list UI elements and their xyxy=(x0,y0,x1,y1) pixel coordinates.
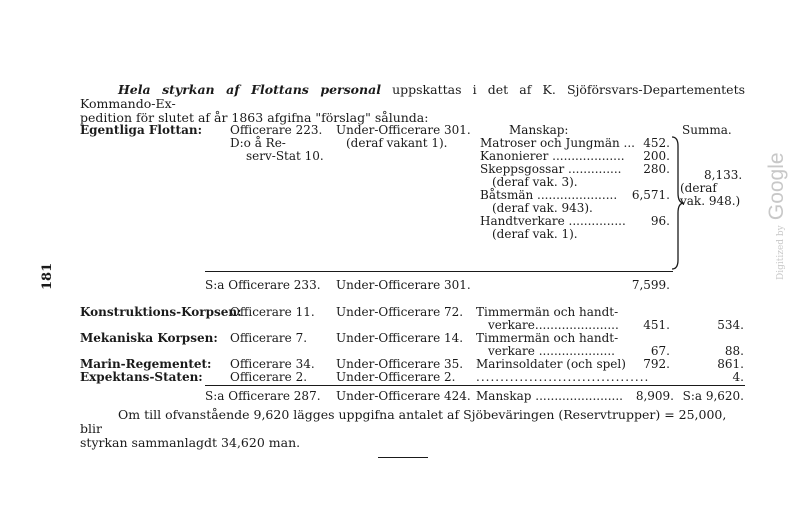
total-rule xyxy=(205,385,745,386)
intro-text-line1: uppskattas i det af K. Sjöförsvars-Departementets Kommando-Ex- xyxy=(80,82,746,111)
konstruktions-man-value: 451. xyxy=(643,318,670,332)
watermark-brand: Google xyxy=(765,152,788,221)
conclusion-paragraph xyxy=(80,408,745,450)
egentliga-row-value: 280. xyxy=(643,162,670,176)
marin-summa: 861. xyxy=(717,357,744,371)
konstruktions-officerare: Officerare 11. xyxy=(230,305,315,319)
expektans-label: Expektans-Staten: xyxy=(80,370,203,384)
end-rule xyxy=(378,457,428,458)
mekaniska-officerare: Officerare 7. xyxy=(230,331,308,345)
konstruktions-man-line2: verkare...................... xyxy=(488,318,619,332)
mekaniska-under: Under-Officerare 14. xyxy=(336,331,464,345)
marin-man: Marinsoldater (och spel) xyxy=(476,357,626,371)
konstruktions-label: Konstruktions-Korpsen: xyxy=(80,305,242,319)
total-under: Under-Officerare 424. xyxy=(336,389,471,403)
summa-header: Summa. xyxy=(682,123,732,137)
watermark-prefix: Digitized by xyxy=(776,225,786,280)
egentliga-row-label: Båtsmän ..................... xyxy=(480,188,618,202)
expektans-under: Under-Officerare 2. xyxy=(336,370,456,384)
mekaniska-man-line2: verkare .................... xyxy=(488,344,615,358)
mekaniska-label: Mekaniska Korpsen: xyxy=(80,331,218,345)
egentliga-reserv-line1: D:o å Re- xyxy=(230,136,286,150)
total-manskap-label: Manskap ....................... xyxy=(476,389,623,403)
subtotal-rule xyxy=(205,271,673,272)
egentliga-row-label: Kanonierer ................... xyxy=(480,149,625,163)
conclusion-line2: styrkan sammanlagdt 34,620 man. xyxy=(80,435,301,450)
intro-paragraph xyxy=(80,83,745,125)
subtotal-officerare: S:a Officerare 233. xyxy=(205,278,321,292)
total-summa: S:a 9,620. xyxy=(682,389,744,403)
konstruktions-man-line1: Timmermän och handt- xyxy=(476,305,619,319)
egentliga-summa-value: 8,133. xyxy=(704,168,743,182)
marin-label: Marin-Regementet: xyxy=(80,357,212,371)
egentliga-row-note: (deraf vak. 3). xyxy=(492,175,578,189)
page-number: 181 xyxy=(40,262,55,290)
egentliga-under-note: (deraf vakant 1). xyxy=(346,136,448,150)
marin-man-value: 792. xyxy=(643,357,670,371)
watermark xyxy=(765,152,789,280)
egentliga-row-value: 452. xyxy=(643,136,670,150)
egentliga-row-label: Handtverkare ............... xyxy=(480,214,626,228)
subtotal-under: Under-Officerare 301. xyxy=(336,278,471,292)
egentliga-reserv-line2: serv-Stat 10. xyxy=(246,149,324,163)
total-officerare: S:a Officerare 287. xyxy=(205,389,321,403)
expektans-man: .................................... xyxy=(476,370,650,384)
egentliga-row-note: (deraf vak. 1). xyxy=(492,227,578,241)
mekaniska-man-line1: Timmermän och handt- xyxy=(476,331,619,345)
egentliga-row-value: 6,571. xyxy=(631,188,670,202)
egentliga-summa-note2: vak. 948.) xyxy=(680,194,741,208)
marin-officerare: Officerare 34. xyxy=(230,357,315,371)
mekaniska-man-value: 67. xyxy=(650,344,670,358)
konstruktions-summa: 534. xyxy=(717,318,744,332)
marin-under: Under-Officerare 35. xyxy=(336,357,464,371)
expektans-summa: 4. xyxy=(732,370,744,384)
konstruktions-under: Under-Officerare 72. xyxy=(336,305,464,319)
egentliga-row-note: (deraf vak. 943). xyxy=(492,201,593,215)
total-manskap-value: 8,909. xyxy=(635,389,674,403)
egentliga-label: Egentliga Flottan: xyxy=(80,123,202,137)
intro-text-line2: pedition för slutet af år 1863 afgifna "förslag" sålunda: xyxy=(80,110,429,125)
expektans-officerare: Officerare 2. xyxy=(230,370,308,384)
subtotal-manskap: 7,599. xyxy=(631,278,670,292)
egentliga-row-label: Matroser och Jungmän ... xyxy=(480,136,635,150)
intro-italic-lead: Hela styrkan af Flottans personal xyxy=(118,82,381,97)
egentliga-under: Under-Officerare 301. xyxy=(336,123,471,137)
egentliga-row-value: 96. xyxy=(650,214,670,228)
egentliga-row-label: Skeppsgossar .............. xyxy=(480,162,622,176)
egentliga-row-value: 200. xyxy=(643,149,670,163)
egentliga-summa-note1: (deraf xyxy=(680,181,717,195)
mekaniska-summa: 88. xyxy=(724,344,744,358)
manskap-header: Manskap: xyxy=(509,123,569,137)
conclusion-line1: Om till ofvanstående 9,620 lägges uppgifna antalet af Sjöbeväringen (Reservtrupper) = 25,000, blir xyxy=(80,407,727,436)
egentliga-officerare: Officerare 223. xyxy=(230,123,323,137)
